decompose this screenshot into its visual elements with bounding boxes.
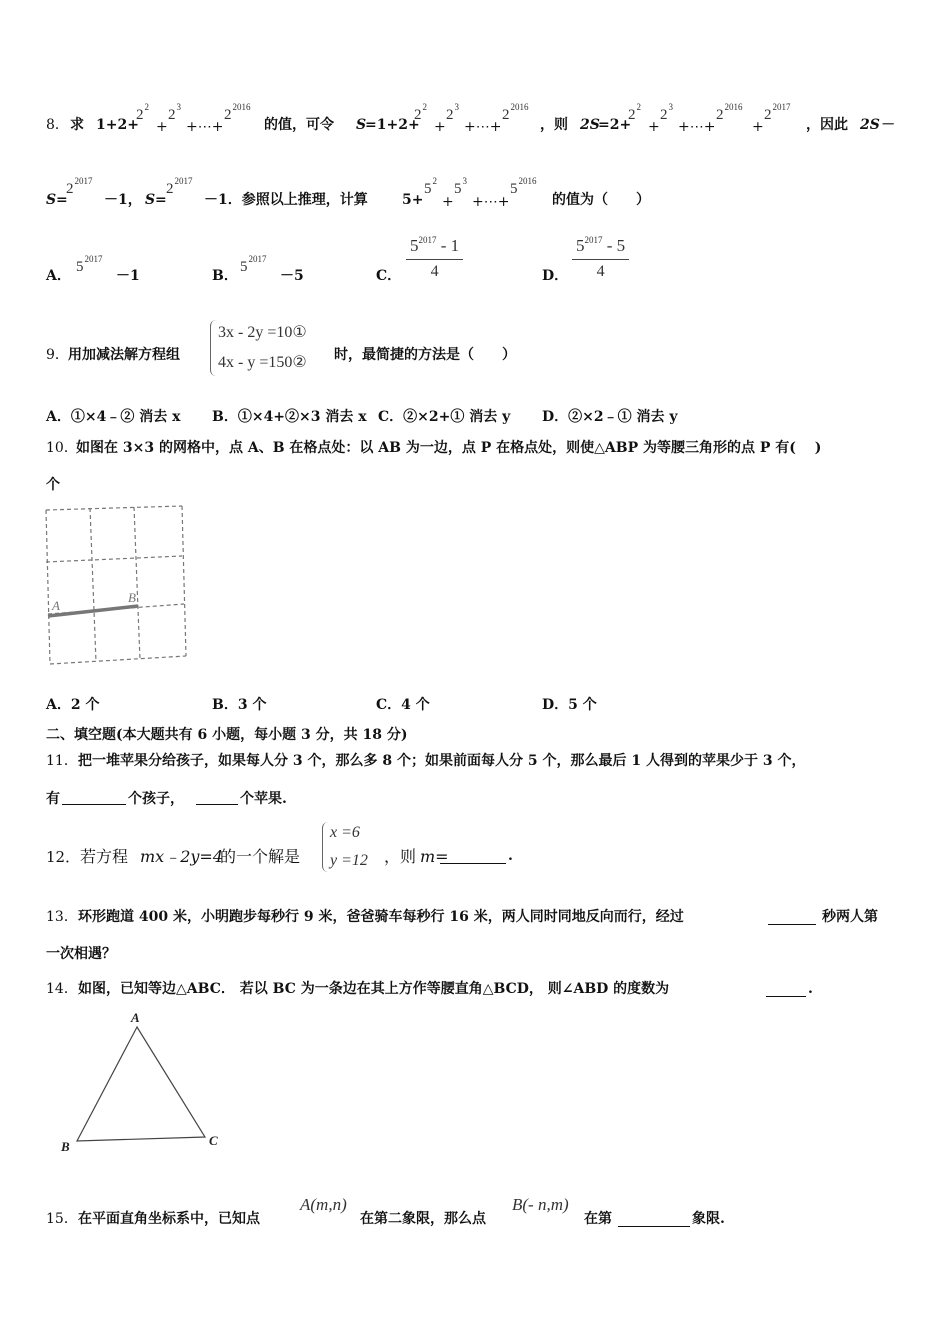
q10-text: 个: [46, 477, 60, 493]
q8-option-c-fraction[interactable]: $\frac{5^{2017} - 1}{4}$: [406, 236, 463, 281]
q12-text: 若方程: [80, 847, 129, 866]
q9-option-b[interactable]: B．①×4+②×3 消去 x: [212, 409, 367, 425]
q10-option-c[interactable]: C．4 个: [376, 697, 430, 713]
q15-text: 在第: [584, 1211, 612, 1227]
q11-text: 把一堆苹果分给孩子，如果每人分 3 个，那么多 8 个；如果前面每人分 5 个，那么最后 1 人得到的苹果少于 3 个，: [78, 753, 806, 769]
q11-text: 个苹果.: [240, 791, 287, 807]
q14-tail: .: [808, 981, 813, 997]
q9-text: 时，最简捷的方法是（ ）: [334, 347, 516, 363]
grid-line: [182, 506, 186, 656]
q8-var: 2S: [580, 117, 600, 133]
q10-option-d[interactable]: D．5 个: [542, 697, 597, 713]
q8-plus: +: [156, 119, 168, 135]
q8-power: $2^{2017}$: [66, 176, 93, 197]
q12-blank[interactable]: [440, 851, 506, 864]
q15-number: 15．: [46, 1211, 78, 1227]
q8-text: ，则: [540, 117, 568, 133]
q8-power: $2^{2017}$: [764, 102, 791, 123]
q8-option-a[interactable]: $5^{2017}$: [76, 254, 103, 275]
q15-blank[interactable]: [618, 1214, 690, 1227]
q8-var: S: [145, 192, 156, 208]
q15-text: 在平面直角坐标系中，已知点: [78, 1211, 260, 1227]
q8-text: 的值为（ ）: [552, 192, 650, 208]
q13-text: 秒两人第: [822, 909, 878, 925]
q8-option-b[interactable]: $5^{2017}$: [240, 254, 267, 275]
grid-line: [46, 556, 182, 562]
label-b: B: [128, 590, 136, 605]
q10-option-a[interactable]: A．2 个: [46, 697, 100, 713]
segment-ab: [48, 606, 138, 616]
q8-plus: +: [752, 119, 764, 135]
q10-text: 如图在 3×3 的网格中，点 A、B 在格点处：以 AB 为一边，点 P 在格点处，则使△ABP 为等腰三角形的点 P 有( ): [76, 440, 822, 456]
q15-text: 象限.: [692, 1211, 725, 1227]
q8-text: 1+2+: [96, 117, 139, 133]
q8-var: S: [46, 192, 57, 208]
q8-text: －1．参照以上推理，计算: [204, 192, 368, 208]
q8-text: 5+: [402, 192, 424, 208]
q13-text: 环形跑道 400 米，小明跑步每秒行 9 米，爸爸骑车每秒行 16 米，两人同时同地反向而行，经过: [78, 909, 684, 925]
option-label[interactable]: D．: [542, 268, 569, 284]
q8-var: S: [356, 117, 367, 133]
grid-line: [134, 507, 140, 660]
q9-option-c[interactable]: C．②×2+① 消去 y: [378, 409, 511, 425]
q8-plus: +: [442, 194, 454, 210]
q12-brace: [322, 822, 329, 872]
label-c: C: [209, 1133, 218, 1148]
q8-text: 求: [70, 117, 84, 133]
q13-text: 一次相遇？: [46, 946, 116, 962]
q14-triangle-figure: [55, 1005, 235, 1165]
grid-line: [50, 656, 186, 664]
q9-equation-2: 4x - y =150②: [218, 354, 307, 371]
q8-text: 的值，可令: [264, 117, 334, 133]
q12-equation: mx﹣2y=4: [140, 847, 224, 866]
q14-blank[interactable]: [766, 984, 806, 997]
label-a: A: [52, 598, 60, 613]
option-label[interactable]: B．: [212, 268, 238, 284]
option-label[interactable]: C．: [376, 268, 402, 284]
q11-number: 11．: [46, 753, 78, 769]
q8-power: $2^{2016}$: [716, 102, 743, 123]
q8-text: ，因此: [806, 117, 848, 133]
q9-brace: [210, 320, 217, 376]
q11-text: 有: [46, 791, 60, 807]
q8-option-d-fraction[interactable]: $\frac{5^{2017} - 5}{4}$: [572, 236, 629, 281]
q8-power: $2^{2016}$: [502, 102, 529, 123]
q8-dots: +⋯+: [464, 119, 502, 135]
q8-power: $5^2$: [424, 176, 437, 197]
q8-text: 2S－: [860, 117, 894, 133]
q12-text: ，则: [384, 847, 417, 866]
q8-power: $2^{2016}$: [224, 102, 251, 123]
q8-power: $2^2$: [414, 102, 427, 123]
q9-option-a[interactable]: A．①×4﹣② 消去 x: [46, 409, 181, 425]
q8-option-b-tail: －5: [280, 268, 304, 284]
q12-text: 的一个解是: [220, 847, 301, 866]
q8-number: 8．: [46, 117, 69, 133]
q11-blank-apples[interactable]: [196, 792, 238, 805]
q8-power: $2^3$: [446, 102, 459, 123]
label-a: A: [131, 1010, 140, 1025]
q8-power: $2^2$: [136, 102, 149, 123]
q10-grid-figure: [40, 500, 190, 672]
q8-option-a-tail: －1: [116, 268, 140, 284]
grid-line: [46, 510, 50, 664]
q12-tail: .: [508, 848, 513, 864]
q9-number: 9．: [46, 347, 69, 363]
q8-power: $2^{2017}$: [166, 176, 193, 197]
q14-text: 如图，已知等边△ABC． 若以 BC 为一条边在其上方作等腰直角△BCD， 则∠ABD 的度数为: [78, 981, 670, 997]
q15-point-a: A(m,n): [300, 1195, 347, 1214]
q8-power: $2^3$: [168, 102, 181, 123]
q9-text: 用加减法解方程组: [68, 347, 180, 363]
q13-number: 13．: [46, 909, 78, 925]
q8-text: =1+2+: [365, 117, 420, 133]
q10-number: 10．: [46, 440, 78, 456]
q8-power: $2^2$: [628, 102, 641, 123]
q8-dots: +⋯+: [186, 119, 224, 135]
q10-option-b[interactable]: B．3 个: [212, 697, 267, 713]
q8-plus: +: [648, 119, 660, 135]
q14-number: 14．: [46, 981, 78, 997]
q13-blank[interactable]: [768, 912, 816, 925]
q8-plus: +: [434, 119, 446, 135]
q8-dots: +⋯+: [472, 194, 510, 210]
q8-text: =: [155, 192, 167, 208]
q8-power: $5^3$: [454, 176, 467, 197]
label-b: B: [61, 1139, 70, 1154]
q15-point-b: B(- n,m): [512, 1195, 569, 1214]
q11-text: 个孩子，: [128, 791, 184, 807]
q11-blank-children[interactable]: [62, 792, 126, 805]
q8-text: =2+: [598, 117, 632, 133]
q12-var: m=: [420, 847, 449, 866]
grid-line: [46, 506, 182, 510]
q15-text: 在第二象限，那么点: [360, 1211, 486, 1227]
q12-number: 12．: [46, 848, 81, 866]
q12-solution-y: y =12: [330, 852, 368, 869]
triangle-abc: [77, 1027, 205, 1141]
grid-line: [90, 508, 96, 662]
q8-power: $2^3$: [660, 102, 673, 123]
q8-power: $5^{2016}$: [510, 176, 537, 197]
q8-text: －1，: [104, 192, 142, 208]
option-label[interactable]: A．: [46, 268, 71, 284]
q8-dots: +⋯+: [678, 119, 716, 135]
q9-option-d[interactable]: D．②×2﹣① 消去 y: [542, 409, 678, 425]
section-title: 二、填空题(本大题共有 6 小题，每小题 3 分，共 18 分): [46, 727, 408, 743]
q12-solution-x: x =6: [330, 824, 360, 841]
q8-text: =: [56, 192, 68, 208]
q9-equation-1: 3x - 2y =10①: [218, 324, 307, 341]
